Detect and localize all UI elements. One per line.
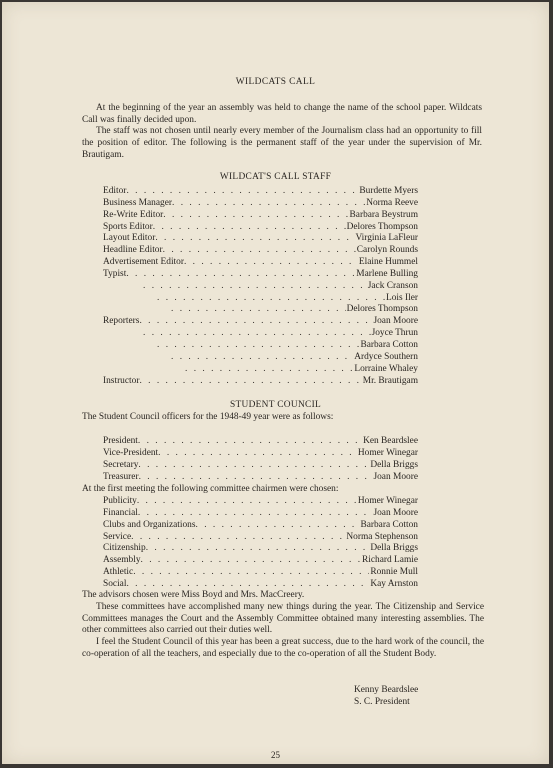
committee-row-role: Social xyxy=(103,578,127,589)
staff-row xyxy=(103,352,418,364)
dot-leader xyxy=(143,328,371,340)
closing-paragraph-2: I feel the Student Council of this year has been a great success, due to the hard work of the council, the co-operation of all the teachers, and especially due to the co-operation of all the Student Body. xyxy=(82,637,484,659)
staff-row xyxy=(103,222,418,234)
dot-leader xyxy=(157,340,359,352)
officer-row-name: Joan Moore xyxy=(373,471,418,482)
staff-row-role: Advertisement Editor xyxy=(103,257,184,268)
officer-row xyxy=(103,472,418,484)
staff-row-role: Headline Editor xyxy=(103,245,163,256)
staff-row xyxy=(103,198,418,210)
dot-leader xyxy=(196,520,360,532)
staff-row-name: Elaine Hummel xyxy=(358,257,418,268)
dot-leader xyxy=(158,448,357,460)
officer-row xyxy=(103,460,418,472)
yearbook-page xyxy=(2,2,549,764)
committee-row-name: Della Briggs xyxy=(370,543,418,554)
staff-row xyxy=(103,257,418,269)
intro-paragraph-1: At the beginning of the year an assembly was held to change the name of the school paper. Wildcats Call was finally decided upon. xyxy=(82,103,482,125)
page-number: 25 xyxy=(271,750,280,760)
dot-leader xyxy=(139,316,372,328)
committee-row-role: Assembly xyxy=(103,555,141,566)
dot-leader xyxy=(163,210,348,222)
committee-row-role: Citizenship xyxy=(103,543,146,554)
staff-row xyxy=(103,233,418,245)
dot-leader xyxy=(139,472,373,484)
dot-leader xyxy=(138,508,373,520)
committee-row-name: Homer Winegar xyxy=(357,496,418,506)
staff-row-role: Instructor xyxy=(103,375,140,386)
committee-row-name: Ronnie Mull xyxy=(370,567,418,578)
committees-list xyxy=(103,496,418,591)
signature-name: Kenny Beardslee xyxy=(354,685,419,695)
staff-row xyxy=(103,281,418,293)
committee-row xyxy=(103,532,418,544)
dot-leader xyxy=(163,245,356,257)
committee-intro: At the first meeting the following committee chairmen were chosen: xyxy=(82,484,339,494)
staff-row xyxy=(103,269,418,281)
officer-row-name: Ken Beardslee xyxy=(363,436,418,446)
staff-row-name: Barbara Beystrum xyxy=(349,209,418,220)
dot-leader xyxy=(157,293,385,305)
staff-row-name: Burdette Myers xyxy=(359,186,418,196)
staff-row-role: Sports Editor xyxy=(103,221,153,232)
staff-row-name: Lorraine Whaley xyxy=(354,363,418,374)
committee-row-name: Joan Moore xyxy=(373,507,418,518)
dot-leader xyxy=(126,186,358,198)
officer-row xyxy=(103,436,418,448)
staff-row xyxy=(103,186,418,198)
dot-leader xyxy=(133,567,369,579)
intro-paragraph-2: The staff was not chosen until nearly every member of the Journalism class had an opportunity to fill the position of editor. The following is the permanent staff of the year under the supervision of Mr. Brautigam. xyxy=(82,126,482,160)
committee-row-name: Barbara Cotton xyxy=(360,519,418,530)
staff-row-name: Carolyn Rounds xyxy=(356,245,418,256)
dot-leader xyxy=(171,352,353,364)
committee-row-role: Publicity xyxy=(103,496,137,506)
closing-paragraph-1: These committees have accomplished many new things during the year. The Citizenship and Service Committees manages the Court and the Assembly Committee obtained many interesting assemblies. The other committees also carried out their duties well. xyxy=(82,602,484,636)
officer-row-role: Secretary xyxy=(103,459,139,470)
staff-row-name: Norma Reeve xyxy=(366,197,418,208)
staff-row-role: Layout Editor xyxy=(103,233,156,244)
committee-row xyxy=(103,496,418,508)
council-intro: The Student Council officers for the 1948-49 year were as follows: xyxy=(82,412,334,422)
staff-row-role: Typist xyxy=(103,268,127,279)
dot-leader xyxy=(126,269,355,281)
dot-leader xyxy=(185,364,353,376)
committee-row xyxy=(103,555,418,567)
council-heading: STUDENT COUNCIL xyxy=(229,400,322,410)
staff-row xyxy=(103,316,418,328)
staff-row xyxy=(103,210,418,222)
staff-row-name: Ardyce Southern xyxy=(354,351,418,362)
dot-leader xyxy=(153,222,346,234)
officer-row-name: Della Briggs xyxy=(370,459,418,470)
committee-row-name: Kay Arnston xyxy=(370,578,418,589)
staff-row-name: Joan Moore xyxy=(373,316,418,327)
staff-row xyxy=(103,364,418,376)
officers-list xyxy=(103,436,418,483)
committee-row xyxy=(103,508,418,520)
staff-row xyxy=(103,376,418,388)
committee-row-role: Clubs and Organizations xyxy=(103,519,196,530)
committee-row xyxy=(103,579,418,591)
staff-row xyxy=(103,304,418,316)
committee-row xyxy=(103,567,418,579)
staff-row-role: Business Manager xyxy=(103,197,172,208)
dot-leader xyxy=(143,281,367,293)
staff-row-name: Mr. Brautigam xyxy=(362,375,418,386)
staff-row-name: Marlene Bulling xyxy=(356,268,418,279)
staff-row-name: Delores Thompson xyxy=(346,221,418,232)
committee-row-name: Norma Stephenson xyxy=(346,531,418,542)
committee-row-role: Financial xyxy=(103,507,138,518)
signature-title: S. C. President xyxy=(354,697,410,707)
committee-row-role: Service xyxy=(103,531,132,542)
staff-row-name: Delores Thompson xyxy=(346,304,418,315)
dot-leader xyxy=(141,555,362,567)
dot-leader xyxy=(184,257,358,269)
advisors-text: The advisors chosen were Miss Boyd and Mrs. MacCreery. xyxy=(82,590,305,600)
officer-row-role: Vice-President xyxy=(103,447,159,458)
committee-row-role: Athletic xyxy=(103,567,134,578)
staff-row xyxy=(103,328,418,340)
staff-row xyxy=(103,293,418,305)
staff-row-role: Editor xyxy=(103,186,127,196)
staff-row-name: Jack Cranson xyxy=(367,280,418,291)
staff-row-name: Lois Iler xyxy=(385,292,418,303)
staff-row-role: Reporters xyxy=(103,316,140,327)
committee-row xyxy=(103,543,418,555)
officer-row-role: Treasurer xyxy=(103,471,139,482)
dot-leader xyxy=(155,233,354,245)
officer-row xyxy=(103,448,418,460)
intro-text xyxy=(82,103,482,162)
staff-row xyxy=(103,340,418,352)
staff-list xyxy=(103,186,418,387)
dot-leader xyxy=(138,460,369,472)
dot-leader xyxy=(126,579,369,591)
staff-row-name: Joyce Thrun xyxy=(371,328,418,339)
dot-leader xyxy=(139,376,361,388)
dot-leader xyxy=(172,198,365,210)
closing-text xyxy=(82,602,484,661)
staff-row-role: Re-Write Editor xyxy=(103,209,164,220)
dot-leader xyxy=(146,543,370,555)
dot-leader xyxy=(138,436,362,448)
officer-row-name: Homer Winegar xyxy=(357,447,418,458)
staff-row-name: Barbara Cotton xyxy=(360,339,418,350)
staff-heading: WILDCAT'S CALL STAFF xyxy=(219,172,332,182)
committee-row-name: Richard Lamie xyxy=(362,555,418,566)
page-title: WILDCATS CALL xyxy=(235,77,316,87)
committee-row xyxy=(103,520,418,532)
dot-leader xyxy=(137,496,357,508)
staff-row-name: Virginia LaFleur xyxy=(355,233,418,244)
officer-row-role: President xyxy=(103,436,138,446)
staff-row xyxy=(103,245,418,257)
dot-leader xyxy=(171,304,346,316)
dot-leader xyxy=(131,532,345,544)
